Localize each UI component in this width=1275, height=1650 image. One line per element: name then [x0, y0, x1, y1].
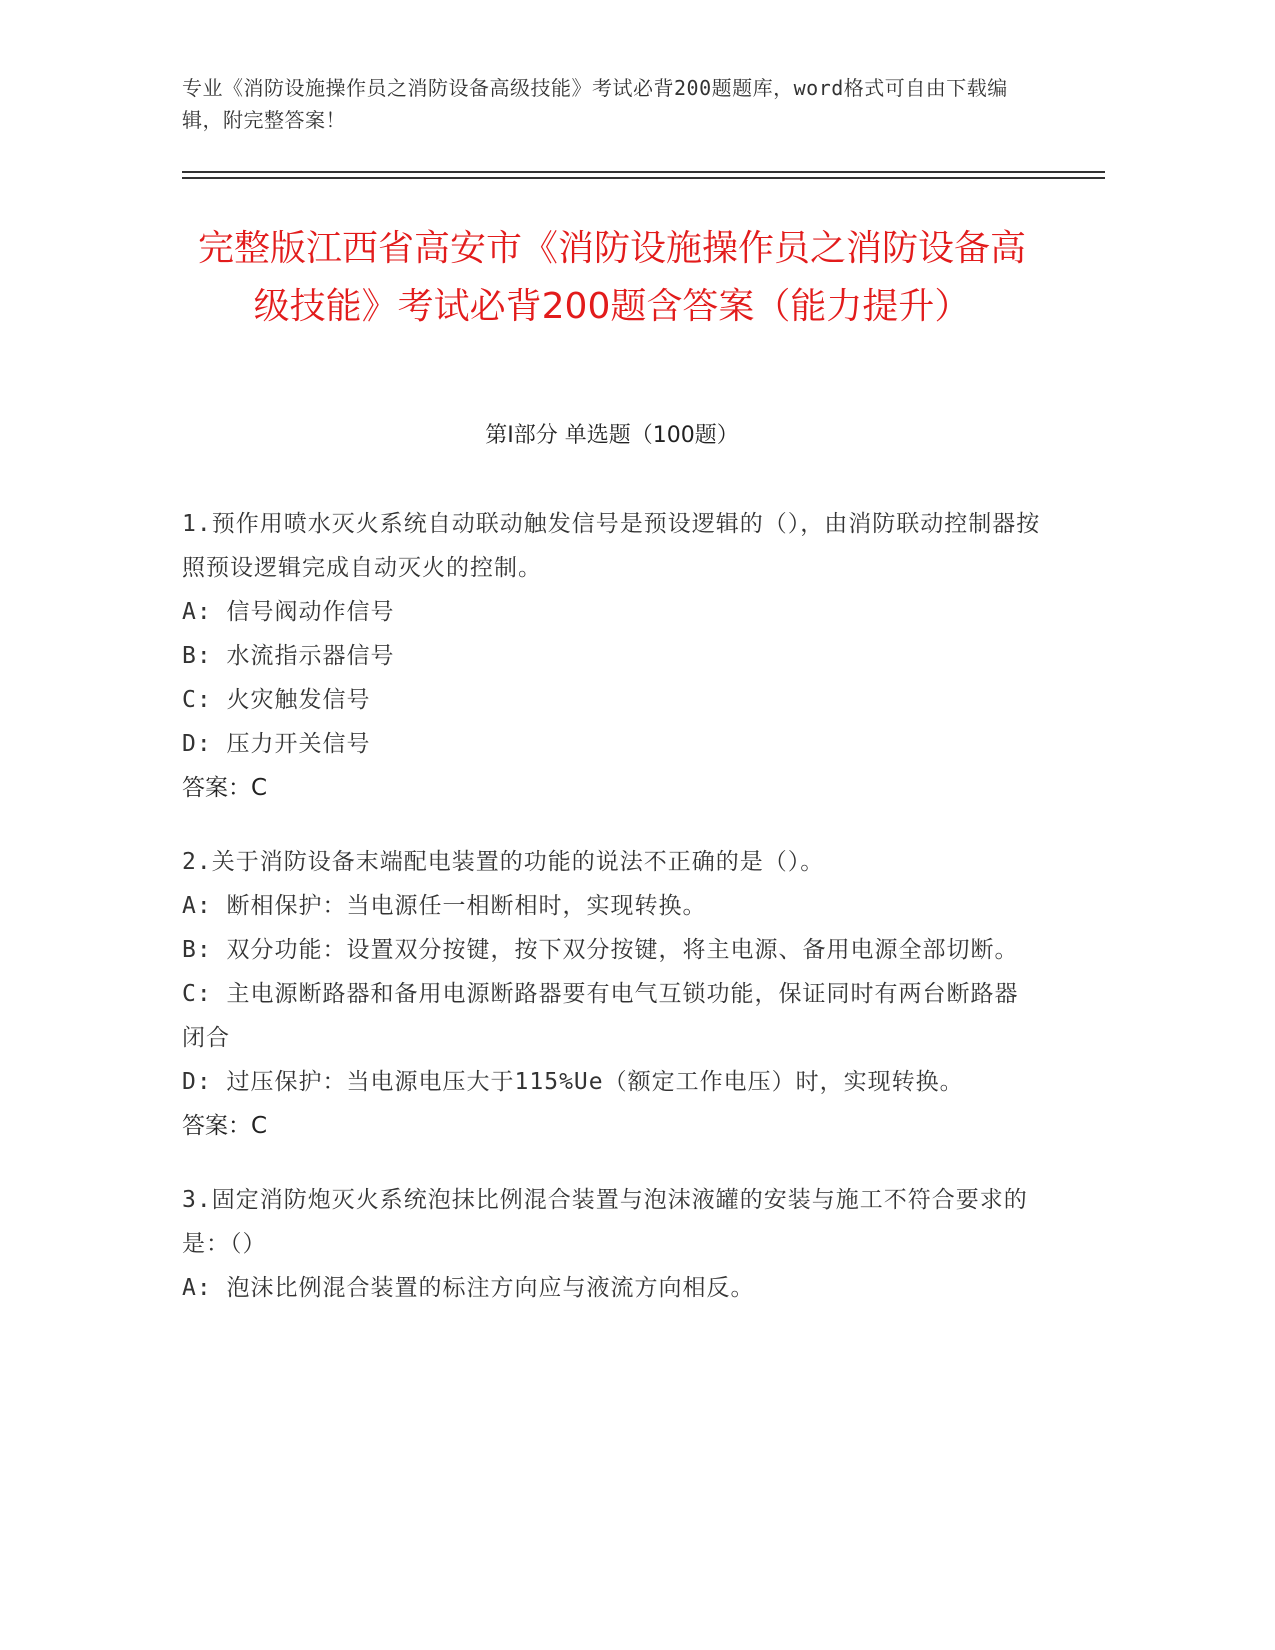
question-1: [182, 502, 1042, 810]
option-a: A: 泡沫比例混合装置的标注方向应与液流方向相反。: [182, 1275, 755, 1301]
question-2: [182, 840, 1042, 1148]
header-note: 专业《消防设施操作员之消防设备高级技能》考试必背200题题库，word格式可自由下载编辑，附完整答案！: [182, 76, 1008, 132]
option-c: C: 主电源断路器和备用电源断路器要有电气互锁功能，保证同时有两台断路器闭合: [182, 981, 1019, 1051]
question-list: [182, 502, 1042, 1340]
option-b: B: 水流指示器信号: [182, 643, 395, 669]
answer: 答案：C: [182, 775, 268, 801]
option-d: D: 过压保护：当电源电压大于115%Ue（额定工作电压）时，实现转换。: [182, 1069, 964, 1095]
option-a: A: 断相保护：当电源任一相断相时，实现转换。: [182, 893, 707, 919]
document-title: 完整版江西省高安市《消防设施操作员之消防设备高级技能》考试必背200题含答案（能力提升）: [197, 228, 1026, 327]
question-text: 1.预作用喷水灭火系统自动联动触发信号是预设逻辑的（），由消防联动控制器按照预设逻辑完成自动灭火的控制。: [182, 511, 1041, 581]
header-divider-top: [182, 171, 1105, 173]
option-b: B: 双分功能：设置双分按键，按下双分按键，将主电源、备用电源全部切断。: [182, 937, 1019, 963]
question-text: 3.固定消防炮灭火系统泡抹比例混合装置与泡沫液罐的安装与施工不符合要求的是：（）: [182, 1187, 1028, 1257]
question-3: [182, 1178, 1042, 1310]
option-d: D: 压力开关信号: [182, 731, 371, 757]
option-a: A: 信号阀动作信号: [182, 599, 395, 625]
option-c: C: 火灾触发信号: [182, 687, 371, 713]
header-divider-bottom: [182, 177, 1105, 179]
section-heading: 第I部分 单选题（100题）: [485, 423, 739, 448]
question-text: 2.关于消防设备末端配电装置的功能的说法不正确的是（）。: [182, 849, 825, 875]
answer: 答案：C: [182, 1113, 268, 1139]
